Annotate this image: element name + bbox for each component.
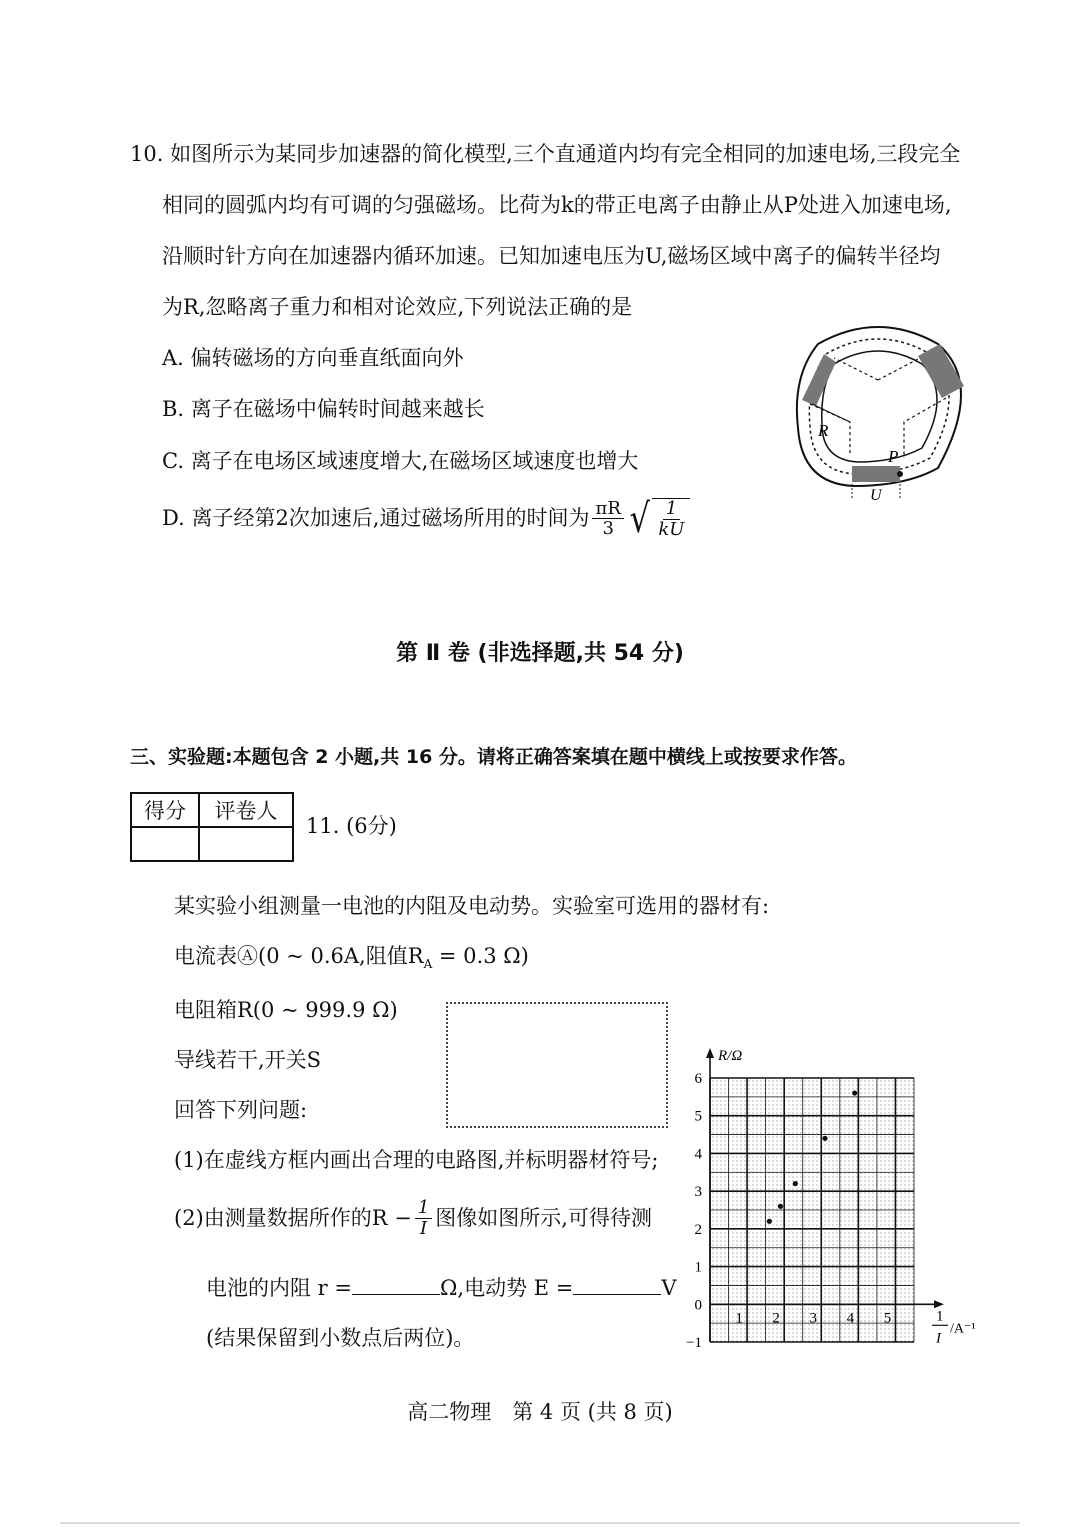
bottom-rule [60, 1522, 1020, 1524]
q11-header: 11. (6分) [306, 814, 397, 838]
q11-ammeter [174, 944, 529, 972]
q11-result-line [206, 1276, 677, 1301]
q11-part2 [174, 1198, 652, 1239]
frac-denominator: 3 [602, 518, 614, 540]
option-d-text: D. 离子经第2次加速后,通过磁场所用的时间为 [162, 506, 590, 531]
q11-wires: 导线若干,开关S [174, 1048, 322, 1072]
chart-grid [710, 1078, 914, 1342]
data-point [778, 1204, 783, 1209]
grader-cell[interactable] [199, 827, 293, 861]
q10-option-a: A. 偏转磁场的方向垂直纸面向外 [162, 346, 464, 370]
page-footer: 高二物理 第 4 页 (共 8 页) [407, 1400, 673, 1424]
grader-label: 评卷人 [199, 793, 293, 827]
chart-x-label-unit: /A⁻¹ [950, 1321, 976, 1337]
data-point [793, 1181, 798, 1186]
r-answer-blank[interactable] [352, 1276, 440, 1295]
part2-frac-den: I [420, 1217, 428, 1239]
y-axis-arrow [706, 1048, 714, 1058]
q11-part1: (1)在虚线方框内画出合理的电路图,并标明器材符号; [174, 1148, 659, 1172]
part2-text-a: (2)由测量数据所作的R − [174, 1205, 412, 1230]
data-point [767, 1219, 772, 1224]
r-vs-inverse-i-chart [672, 1040, 992, 1360]
y-tick-label: 6 [694, 1071, 702, 1087]
y-tick-label: 4 [694, 1146, 702, 1163]
x-tick-label: 3 [809, 1310, 818, 1327]
q10-line-4: 为R,忽略离子重力和相对论效应,下列说法正确的是 [162, 295, 633, 319]
part2-frac-num: 1 [415, 1198, 432, 1219]
y-tick-label: 0 [694, 1297, 702, 1314]
figure-label-u: U [870, 487, 882, 504]
part2-title: 第 Ⅱ 卷 (非选择题,共 54 分) [396, 641, 684, 666]
score-cell[interactable] [131, 827, 199, 861]
data-point [822, 1136, 827, 1141]
ammeter-sub: A [423, 957, 433, 972]
e-answer-blank[interactable] [573, 1276, 661, 1295]
section3-heading: 三、实验题:本题包含 2 小题,共 16 分。请将正确答案填在题中横线上或按要求作答。 [130, 746, 857, 768]
chart-x-label-num: 1 [936, 1308, 944, 1325]
x-axis-arrow [934, 1300, 944, 1308]
sqrt-denominator: kU [658, 518, 685, 540]
sqrt-numerator: 1 [663, 499, 680, 520]
x-tick-label: 1 [735, 1310, 743, 1327]
score-table [130, 792, 294, 862]
option-d-sqrt: √ $\frac{1}{kU}$ [627, 498, 691, 540]
part2-text-b: 图像如图所示,可得待测 [435, 1205, 652, 1230]
q11-resistor-box: 电阻箱R(0 ~ 999.9 Ω) [174, 998, 398, 1022]
figure-label-r: R [818, 421, 829, 440]
circuit-drawing-box[interactable] [446, 1002, 668, 1128]
q10-line-3: 沿顺时针方向在加速器内循环加速。已知加速电压为U,磁场区域中离子的偏转半径均 [162, 244, 941, 268]
x-tick-label: 4 [846, 1310, 855, 1327]
x-tick-label: 5 [883, 1310, 892, 1327]
y-tick-label: 5 [694, 1108, 702, 1125]
q10-line-2: 相同的圆弧内均有可调的匀强磁场。比荷为k的带正电离子由静止从P处进入加速电场, [162, 193, 952, 217]
ammeter-end: = 0.3 Ω) [432, 944, 529, 968]
result-r-label: 电池的内阻 r = [206, 1276, 352, 1300]
option-d-fraction [592, 499, 623, 540]
y-tick-label: −1 [686, 1335, 702, 1351]
figure-label-p: P [888, 447, 899, 466]
result-unit: V [661, 1276, 677, 1300]
q10-line-1: 10. 如图所示为某同步加速器的简化模型,三个直通道内均有完全相同的加速电场,三段完全 [130, 142, 961, 166]
ammeter-text: 电流表Ⓐ(0 ~ 0.6A,阻值R [174, 944, 424, 968]
q11-precision: (结果保留到小数点后两位)。 [206, 1326, 475, 1350]
x-tick-label: 2 [772, 1310, 780, 1327]
score-label: 得分 [131, 793, 199, 827]
result-e-label: Ω,电动势 E = [440, 1276, 574, 1300]
q10-option-c: C. 离子在电场区域速度增大,在磁场区域速度也增大 [162, 449, 639, 473]
q11-intro: 某实验小组测量一电池的内阻及电动势。实验室可选用的器材有: [174, 894, 770, 918]
data-point [852, 1090, 857, 1095]
q10-option-d [162, 495, 690, 542]
y-tick-label: 3 [694, 1184, 702, 1201]
chart-x-label-den: I [936, 1330, 941, 1347]
q11-answer-prompt: 回答下列问题: [174, 1098, 308, 1122]
frac-numerator: πR [592, 499, 623, 520]
q10-option-b: B. 离子在磁场中偏转时间越来越长 [162, 397, 485, 421]
part2-fraction [415, 1198, 432, 1239]
y-tick-label: 1 [694, 1259, 702, 1276]
y-tick-label: 2 [694, 1221, 702, 1238]
chart-y-label: R/Ω [718, 1048, 743, 1064]
accelerator-figure [788, 318, 968, 504]
